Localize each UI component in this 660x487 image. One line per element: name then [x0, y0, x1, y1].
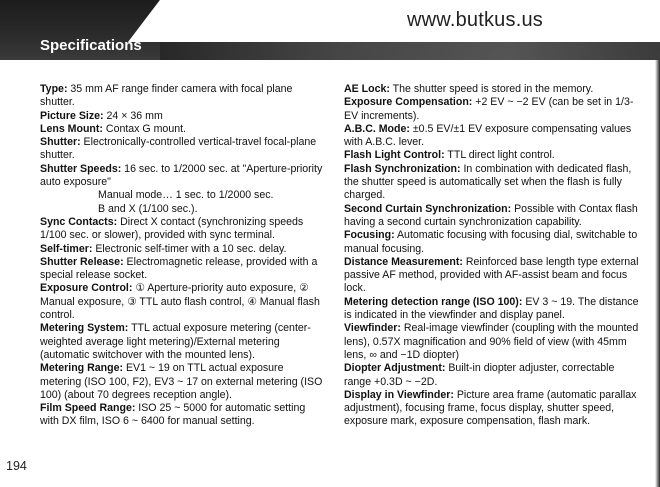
- spec-self-timer: Self-timer: Electronic self-timer with a 10 sec. delay.: [40, 242, 287, 255]
- spec-exposure-compensation: Exposure Compensation: +2 EV ~ −2 EV (can be set in 1/3-EV increments).: [344, 96, 634, 122]
- spec-ae-lock: AE Lock: The shutter speed is stored in the memory.: [344, 83, 594, 95]
- page-number: 194: [6, 459, 27, 473]
- spec-picture-size: Picture Size: 24 × 36 mm: [40, 109, 163, 122]
- spec-shutter-release: Shutter Release: Electromagnetic release, provided with a special release socket.: [40, 255, 318, 282]
- website-url: www.butkus.us: [407, 9, 543, 31]
- right-spec-column: [344, 83, 644, 429]
- spec-flash-synchronization: Flash Synchronization: In combination with dedicated flash, the shutter speed is automatically set when the flash is fully charged.: [344, 162, 632, 202]
- section-title: Specifications: [40, 37, 142, 54]
- spec-exposure-control: Exposure Control: ① Aperture-priority auto exposure, ② Manual exposure, ③ TTL auto flash control, ④ Manual flash control.: [40, 282, 320, 322]
- spec-metering-detection-range: Metering detection range (ISO 100): EV 3 ~ 19. The distance is indicated in the viewfinder and display panel.: [344, 295, 639, 322]
- spec-viewfinder: Viewfinder: Real-image viewfinder (coupling with the mounted lens), 0.57X magnification and 90% field of view (with 45mm lens, ∞ and −1D diopter): [344, 322, 639, 361]
- spec-film-speed-range: Film Speed Range: ISO 25 ~ 5000 for automatic setting with DX film, ISO 6 ~ 6400 for manual setting.: [40, 402, 306, 428]
- spec-type: Type: 35 mm AF range finder camera with focal plane shutter.: [40, 83, 293, 109]
- spec-shutter-speeds-bx: B and X (1/100 sec.).: [98, 202, 198, 215]
- spec-diopter-adjustment: Diopter Adjustment: Built-in diopter adjuster, correctable range +0.3D ~ −2D.: [344, 362, 615, 388]
- left-spec-column: [40, 83, 324, 429]
- spec-shutter-speeds: Shutter Speeds: 16 sec. to 1/2000 sec. at "Aperture-priority auto exposure": [40, 162, 323, 189]
- spec-sync-contacts: Sync Contacts: Direct X contact (synchronizing speeds 1/100 sec. or slower), provided with sync terminal.: [40, 215, 304, 242]
- spec-shutter: Shutter: Electronically-controlled vertical-travel focal-plane shutter.: [40, 136, 317, 162]
- spec-abc-mode: A.B.C. Mode: ±0.5 EV/±1 EV exposure compensating values with A.B.C. lever.: [344, 122, 632, 149]
- spec-lens-mount: Lens Mount: Contax G mount.: [40, 122, 186, 135]
- spec-metering-range: Metering Range: EV1 ~ 19 on TTL actual exposure metering (ISO 100, F2), EV3 ~ 17 on external metering (ISO 100) (about 70 degrees reception angle).: [40, 362, 323, 401]
- spec-display-in-viewfinder: Display in Viewfinder: Picture area frame (automatic parallax adjustment), focusing frame, focus display, shutter speed, exposure mark, exposure compensation, flash mark.: [344, 388, 637, 428]
- page-edge-shadow: [655, 60, 660, 487]
- spec-shutter-speeds-manual: Manual mode… 1 sec. to 1/2000 sec.: [98, 189, 274, 202]
- spec-distance-measurement: Distance Measurement: Reinforced base length type external passive AF method, provided with AF-assist beam and focus lock.: [344, 255, 639, 295]
- spec-metering-system: Metering System: TTL actual exposure metering (center-weighted average light metering)/External metering (automatic switchover with the mounted lens).: [40, 322, 311, 361]
- spec-focusing: Focusing: Automatic focusing with focusing dial, switchable to manual focusing.: [344, 229, 638, 255]
- spec-second-curtain-sync: Second Curtain Synchronization: Possible with Contax flash having a second curtain synchronization capability.: [344, 202, 638, 228]
- page-top-area: [128, 0, 660, 42]
- spec-flash-light-control: Flash Light Control: TTL direct light control.: [344, 149, 555, 162]
